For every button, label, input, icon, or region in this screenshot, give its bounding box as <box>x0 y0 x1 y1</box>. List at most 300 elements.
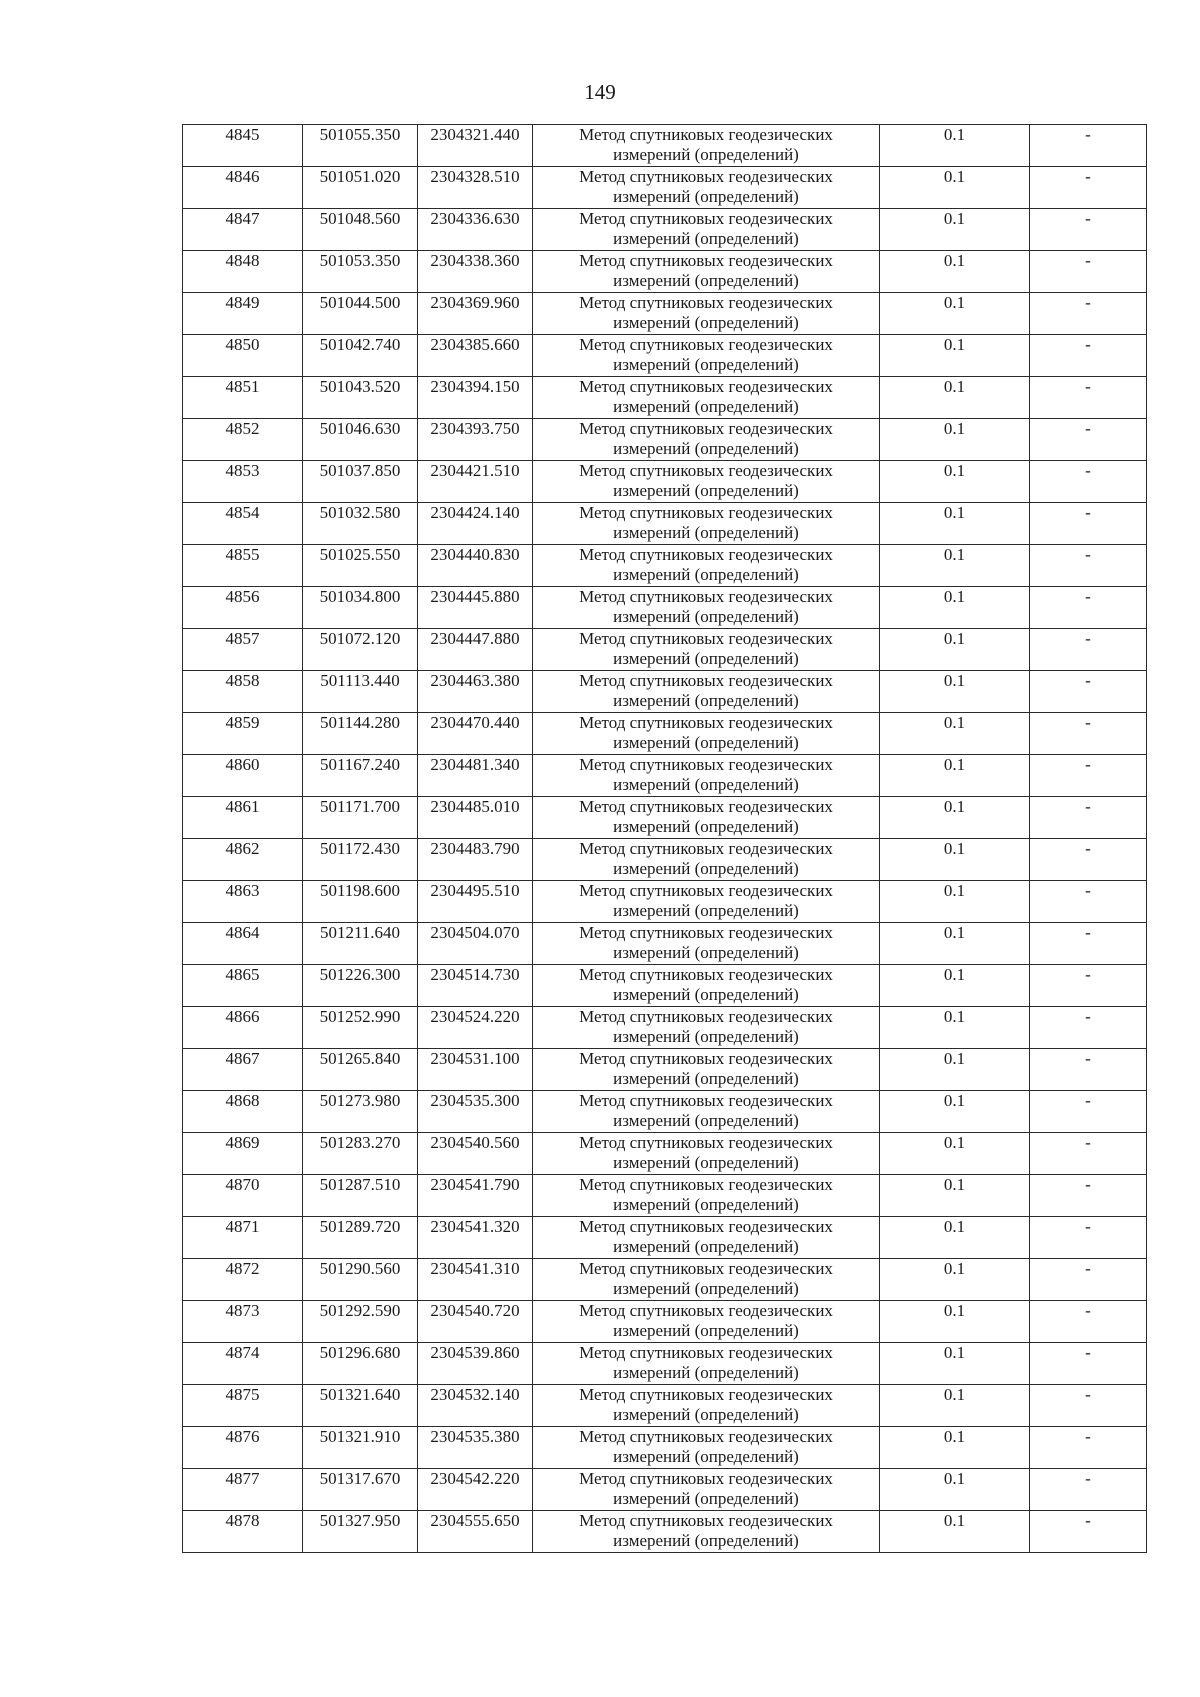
accuracy-cell: 0.1 <box>880 1343 1030 1385</box>
method-line-2: измерений (определений) <box>613 1237 799 1256</box>
y-coordinate-cell: 2304481.340 <box>418 755 533 797</box>
y-coordinate-cell: 2304541.310 <box>418 1259 533 1301</box>
y-coordinate-cell: 2304321.440 <box>418 125 533 167</box>
accuracy-cell: 0.1 <box>880 755 1030 797</box>
method-cell <box>533 335 880 377</box>
accuracy-cell: 0.1 <box>880 923 1030 965</box>
y-coordinate-cell: 2304394.150 <box>418 377 533 419</box>
x-coordinate-cell: 501072.120 <box>303 629 418 671</box>
method-line-1: Метод спутниковых геодезических <box>579 1217 833 1236</box>
method-cell <box>533 1343 880 1385</box>
x-coordinate-cell: 501317.670 <box>303 1469 418 1511</box>
method-line-1: Метод спутниковых геодезических <box>579 713 833 732</box>
accuracy-cell: 0.1 <box>880 1511 1030 1553</box>
description-cell: - <box>1030 587 1147 629</box>
method-line-1: Метод спутниковых геодезических <box>579 1427 833 1446</box>
accuracy-cell: 0.1 <box>880 1259 1030 1301</box>
point-number-cell: 4850 <box>183 335 303 377</box>
x-coordinate-cell: 501198.600 <box>303 881 418 923</box>
method-line-2: измерений (определений) <box>613 775 799 794</box>
method-line-1: Метод спутниковых геодезических <box>579 335 833 354</box>
table-row <box>183 629 1147 671</box>
table-row <box>183 797 1147 839</box>
description-cell: - <box>1030 1133 1147 1175</box>
method-line-1: Метод спутниковых геодезических <box>579 503 833 522</box>
method-line-1: Метод спутниковых геодезических <box>579 881 833 900</box>
method-line-2: измерений (определений) <box>613 187 799 206</box>
y-coordinate-cell: 2304369.960 <box>418 293 533 335</box>
accuracy-cell: 0.1 <box>880 881 1030 923</box>
method-line-1: Метод спутниковых геодезических <box>579 1469 833 1488</box>
method-cell <box>533 293 880 335</box>
table-row <box>183 1385 1147 1427</box>
description-cell: - <box>1030 461 1147 503</box>
point-number-cell: 4866 <box>183 1007 303 1049</box>
description-cell: - <box>1030 839 1147 881</box>
y-coordinate-cell: 2304541.320 <box>418 1217 533 1259</box>
method-cell <box>533 797 880 839</box>
description-cell: - <box>1030 1343 1147 1385</box>
x-coordinate-cell: 501043.520 <box>303 377 418 419</box>
y-coordinate-cell: 2304541.790 <box>418 1175 533 1217</box>
method-line-1: Метод спутниковых геодезических <box>579 671 833 690</box>
accuracy-cell: 0.1 <box>880 713 1030 755</box>
point-number-cell: 4859 <box>183 713 303 755</box>
y-coordinate-cell: 2304447.880 <box>418 629 533 671</box>
method-line-1: Метод спутниковых геодезических <box>579 755 833 774</box>
method-cell <box>533 1385 880 1427</box>
point-number-cell: 4855 <box>183 545 303 587</box>
y-coordinate-cell: 2304540.560 <box>418 1133 533 1175</box>
method-line-1: Метод спутниковых геодезических <box>579 461 833 480</box>
y-coordinate-cell: 2304485.010 <box>418 797 533 839</box>
table-body <box>183 125 1147 1553</box>
point-number-cell: 4864 <box>183 923 303 965</box>
accuracy-cell: 0.1 <box>880 1469 1030 1511</box>
method-line-2: измерений (определений) <box>613 229 799 248</box>
x-coordinate-cell: 501287.510 <box>303 1175 418 1217</box>
y-coordinate-cell: 2304535.300 <box>418 1091 533 1133</box>
description-cell: - <box>1030 755 1147 797</box>
method-line-1: Метод спутниковых геодезических <box>579 377 833 396</box>
method-line-1: Метод спутниковых геодезических <box>579 1301 833 1320</box>
description-cell: - <box>1030 1427 1147 1469</box>
point-number-cell: 4854 <box>183 503 303 545</box>
x-coordinate-cell: 501171.700 <box>303 797 418 839</box>
method-cell <box>533 713 880 755</box>
point-number-cell: 4863 <box>183 881 303 923</box>
method-line-2: измерений (определений) <box>613 1489 799 1508</box>
method-cell <box>533 965 880 1007</box>
point-number-cell: 4851 <box>183 377 303 419</box>
x-coordinate-cell: 501172.430 <box>303 839 418 881</box>
accuracy-cell: 0.1 <box>880 1175 1030 1217</box>
point-number-cell: 4869 <box>183 1133 303 1175</box>
y-coordinate-cell: 2304421.510 <box>418 461 533 503</box>
method-line-1: Метод спутниковых геодезических <box>579 545 833 564</box>
method-line-1: Метод спутниковых геодезических <box>579 629 833 648</box>
accuracy-cell: 0.1 <box>880 419 1030 461</box>
method-cell <box>533 251 880 293</box>
description-cell: - <box>1030 293 1147 335</box>
method-line-1: Метод спутниковых геодезических <box>579 923 833 942</box>
method-line-1: Метод спутниковых геодезических <box>579 293 833 312</box>
x-coordinate-cell: 501167.240 <box>303 755 418 797</box>
x-coordinate-cell: 501042.740 <box>303 335 418 377</box>
method-line-2: измерений (определений) <box>613 817 799 836</box>
x-coordinate-cell: 501226.300 <box>303 965 418 1007</box>
accuracy-cell: 0.1 <box>880 1133 1030 1175</box>
method-cell <box>533 419 880 461</box>
method-line-2: измерений (определений) <box>613 1153 799 1172</box>
y-coordinate-cell: 2304535.380 <box>418 1427 533 1469</box>
table-row <box>183 1133 1147 1175</box>
description-cell: - <box>1030 1259 1147 1301</box>
table-row <box>183 419 1147 461</box>
method-line-1: Метод спутниковых геодезических <box>579 1385 833 1404</box>
method-line-2: измерений (определений) <box>613 355 799 374</box>
method-line-1: Метод спутниковых геодезических <box>579 1259 833 1278</box>
table-row <box>183 755 1147 797</box>
point-number-cell: 4845 <box>183 125 303 167</box>
point-number-cell: 4876 <box>183 1427 303 1469</box>
method-cell <box>533 839 880 881</box>
method-line-1: Метод спутниковых геодезических <box>579 587 833 606</box>
point-number-cell: 4871 <box>183 1217 303 1259</box>
method-line-2: измерений (определений) <box>613 649 799 668</box>
table-row <box>183 881 1147 923</box>
accuracy-cell: 0.1 <box>880 1427 1030 1469</box>
accuracy-cell: 0.1 <box>880 251 1030 293</box>
x-coordinate-cell: 501144.280 <box>303 713 418 755</box>
method-line-2: измерений (определений) <box>613 607 799 626</box>
method-cell <box>533 167 880 209</box>
x-coordinate-cell: 501053.350 <box>303 251 418 293</box>
description-cell: - <box>1030 125 1147 167</box>
point-number-cell: 4846 <box>183 167 303 209</box>
method-line-1: Метод спутниковых геодезических <box>579 125 833 144</box>
method-line-2: измерений (определений) <box>613 1027 799 1046</box>
description-cell: - <box>1030 797 1147 839</box>
point-number-cell: 4860 <box>183 755 303 797</box>
accuracy-cell: 0.1 <box>880 1301 1030 1343</box>
x-coordinate-cell: 501289.720 <box>303 1217 418 1259</box>
method-line-2: измерений (определений) <box>613 481 799 500</box>
point-number-cell: 4870 <box>183 1175 303 1217</box>
method-cell <box>533 755 880 797</box>
accuracy-cell: 0.1 <box>880 293 1030 335</box>
y-coordinate-cell: 2304555.650 <box>418 1511 533 1553</box>
description-cell: - <box>1030 1175 1147 1217</box>
description-cell: - <box>1030 1385 1147 1427</box>
method-cell <box>533 377 880 419</box>
method-cell <box>533 1259 880 1301</box>
table-row <box>183 1301 1147 1343</box>
method-line-1: Метод спутниковых геодезических <box>579 839 833 858</box>
x-coordinate-cell: 501211.640 <box>303 923 418 965</box>
method-line-2: измерений (определений) <box>613 397 799 416</box>
point-number-cell: 4873 <box>183 1301 303 1343</box>
description-cell: - <box>1030 1217 1147 1259</box>
method-line-2: измерений (определений) <box>613 1195 799 1214</box>
x-coordinate-cell: 501296.680 <box>303 1343 418 1385</box>
method-cell <box>533 209 880 251</box>
y-coordinate-cell: 2304385.660 <box>418 335 533 377</box>
method-line-1: Метод спутниковых геодезических <box>579 1091 833 1110</box>
y-coordinate-cell: 2304483.790 <box>418 839 533 881</box>
description-cell: - <box>1030 965 1147 1007</box>
point-number-cell: 4878 <box>183 1511 303 1553</box>
table-row <box>183 335 1147 377</box>
table-row <box>183 377 1147 419</box>
point-number-cell: 4867 <box>183 1049 303 1091</box>
point-number-cell: 4848 <box>183 251 303 293</box>
description-cell: - <box>1030 503 1147 545</box>
method-line-1: Метод спутниковых геодезических <box>579 1343 833 1362</box>
accuracy-cell: 0.1 <box>880 1385 1030 1427</box>
point-number-cell: 4865 <box>183 965 303 1007</box>
accuracy-cell: 0.1 <box>880 461 1030 503</box>
x-coordinate-cell: 501113.440 <box>303 671 418 713</box>
method-cell <box>533 1469 880 1511</box>
x-coordinate-cell: 501252.990 <box>303 1007 418 1049</box>
description-cell: - <box>1030 1469 1147 1511</box>
table-row <box>183 209 1147 251</box>
method-cell <box>533 1049 880 1091</box>
description-cell: - <box>1030 1301 1147 1343</box>
method-line-2: измерений (определений) <box>613 943 799 962</box>
method-line-2: измерений (определений) <box>613 1447 799 1466</box>
method-line-2: измерений (определений) <box>613 145 799 164</box>
y-coordinate-cell: 2304393.750 <box>418 419 533 461</box>
method-line-2: измерений (определений) <box>613 439 799 458</box>
description-cell: - <box>1030 251 1147 293</box>
method-line-2: измерений (определений) <box>613 313 799 332</box>
x-coordinate-cell: 501048.560 <box>303 209 418 251</box>
table-row <box>183 1343 1147 1385</box>
table-row <box>183 545 1147 587</box>
point-number-cell: 4868 <box>183 1091 303 1133</box>
point-number-cell: 4853 <box>183 461 303 503</box>
y-coordinate-cell: 2304470.440 <box>418 713 533 755</box>
y-coordinate-cell: 2304336.630 <box>418 209 533 251</box>
method-line-1: Метод спутниковых геодезических <box>579 965 833 984</box>
x-coordinate-cell: 501044.500 <box>303 293 418 335</box>
method-line-1: Метод спутниковых геодезических <box>579 1049 833 1068</box>
method-cell <box>533 545 880 587</box>
x-coordinate-cell: 501283.270 <box>303 1133 418 1175</box>
y-coordinate-cell: 2304424.140 <box>418 503 533 545</box>
method-cell <box>533 1133 880 1175</box>
description-cell: - <box>1030 629 1147 671</box>
method-line-2: измерений (определений) <box>613 985 799 1004</box>
method-line-2: измерений (определений) <box>613 1363 799 1382</box>
method-line-2: измерений (определений) <box>613 1405 799 1424</box>
x-coordinate-cell: 501292.590 <box>303 1301 418 1343</box>
x-coordinate-cell: 501034.800 <box>303 587 418 629</box>
x-coordinate-cell: 501327.950 <box>303 1511 418 1553</box>
method-cell <box>533 629 880 671</box>
x-coordinate-cell: 501290.560 <box>303 1259 418 1301</box>
table-row <box>183 1175 1147 1217</box>
point-number-cell: 4856 <box>183 587 303 629</box>
method-cell <box>533 923 880 965</box>
table-row <box>183 1259 1147 1301</box>
x-coordinate-cell: 501051.020 <box>303 167 418 209</box>
table-row <box>183 1091 1147 1133</box>
y-coordinate-cell: 2304531.100 <box>418 1049 533 1091</box>
y-coordinate-cell: 2304338.360 <box>418 251 533 293</box>
table-row <box>183 167 1147 209</box>
description-cell: - <box>1030 1049 1147 1091</box>
point-number-cell: 4847 <box>183 209 303 251</box>
point-number-cell: 4877 <box>183 1469 303 1511</box>
point-number-cell: 4875 <box>183 1385 303 1427</box>
table-row <box>183 713 1147 755</box>
accuracy-cell: 0.1 <box>880 335 1030 377</box>
x-coordinate-cell: 501321.910 <box>303 1427 418 1469</box>
y-coordinate-cell: 2304328.510 <box>418 167 533 209</box>
y-coordinate-cell: 2304539.860 <box>418 1343 533 1385</box>
method-line-1: Метод спутниковых геодезических <box>579 1007 833 1026</box>
method-line-2: измерений (определений) <box>613 1531 799 1550</box>
accuracy-cell: 0.1 <box>880 1091 1030 1133</box>
method-line-2: измерений (определений) <box>613 1321 799 1340</box>
method-cell <box>533 503 880 545</box>
description-cell: - <box>1030 671 1147 713</box>
method-line-2: измерений (определений) <box>613 733 799 752</box>
accuracy-cell: 0.1 <box>880 839 1030 881</box>
table-row <box>183 839 1147 881</box>
method-cell <box>533 1175 880 1217</box>
accuracy-cell: 0.1 <box>880 209 1030 251</box>
accuracy-cell: 0.1 <box>880 1217 1030 1259</box>
method-cell <box>533 1007 880 1049</box>
x-coordinate-cell: 501055.350 <box>303 125 418 167</box>
point-number-cell: 4862 <box>183 839 303 881</box>
description-cell: - <box>1030 209 1147 251</box>
method-line-2: измерений (определений) <box>613 1279 799 1298</box>
accuracy-cell: 0.1 <box>880 671 1030 713</box>
method-cell <box>533 1217 880 1259</box>
y-coordinate-cell: 2304540.720 <box>418 1301 533 1343</box>
table-row <box>183 125 1147 167</box>
method-line-2: измерений (определений) <box>613 901 799 920</box>
y-coordinate-cell: 2304514.730 <box>418 965 533 1007</box>
method-line-1: Метод спутниковых геодезических <box>579 1511 833 1530</box>
x-coordinate-cell: 501025.550 <box>303 545 418 587</box>
y-coordinate-cell: 2304445.880 <box>418 587 533 629</box>
y-coordinate-cell: 2304532.140 <box>418 1385 533 1427</box>
description-cell: - <box>1030 377 1147 419</box>
table-row <box>183 1049 1147 1091</box>
x-coordinate-cell: 501046.630 <box>303 419 418 461</box>
method-cell <box>533 1091 880 1133</box>
method-line-2: измерений (определений) <box>613 691 799 710</box>
table-row <box>183 251 1147 293</box>
accuracy-cell: 0.1 <box>880 377 1030 419</box>
method-cell <box>533 881 880 923</box>
table-row <box>183 1469 1147 1511</box>
y-coordinate-cell: 2304524.220 <box>418 1007 533 1049</box>
y-coordinate-cell: 2304504.070 <box>418 923 533 965</box>
method-cell <box>533 1427 880 1469</box>
point-number-cell: 4857 <box>183 629 303 671</box>
accuracy-cell: 0.1 <box>880 125 1030 167</box>
method-cell <box>533 461 880 503</box>
table-row <box>183 461 1147 503</box>
coordinates-table <box>182 124 1147 1553</box>
point-number-cell: 4872 <box>183 1259 303 1301</box>
method-line-2: измерений (определений) <box>613 1069 799 1088</box>
description-cell: - <box>1030 923 1147 965</box>
point-number-cell: 4852 <box>183 419 303 461</box>
x-coordinate-cell: 501032.580 <box>303 503 418 545</box>
method-cell <box>533 587 880 629</box>
page-number: 149 <box>584 80 616 104</box>
description-cell: - <box>1030 335 1147 377</box>
method-cell <box>533 125 880 167</box>
method-line-1: Метод спутниковых геодезических <box>579 167 833 186</box>
accuracy-cell: 0.1 <box>880 797 1030 839</box>
method-cell <box>533 1301 880 1343</box>
method-line-1: Метод спутниковых геодезических <box>579 251 833 270</box>
accuracy-cell: 0.1 <box>880 167 1030 209</box>
table-row <box>183 1511 1147 1553</box>
accuracy-cell: 0.1 <box>880 1049 1030 1091</box>
method-cell <box>533 1511 880 1553</box>
description-cell: - <box>1030 1091 1147 1133</box>
table-row <box>183 503 1147 545</box>
method-line-1: Метод спутниковых геодезических <box>579 209 833 228</box>
table-row <box>183 293 1147 335</box>
table-row <box>183 1427 1147 1469</box>
x-coordinate-cell: 501037.850 <box>303 461 418 503</box>
accuracy-cell: 0.1 <box>880 629 1030 671</box>
description-cell: - <box>1030 545 1147 587</box>
point-number-cell: 4849 <box>183 293 303 335</box>
method-line-2: измерений (определений) <box>613 1111 799 1130</box>
accuracy-cell: 0.1 <box>880 965 1030 1007</box>
description-cell: - <box>1030 1007 1147 1049</box>
description-cell: - <box>1030 167 1147 209</box>
method-line-1: Метод спутниковых геодезических <box>579 1175 833 1194</box>
description-cell: - <box>1030 713 1147 755</box>
table-row <box>183 965 1147 1007</box>
description-cell: - <box>1030 419 1147 461</box>
y-coordinate-cell: 2304463.380 <box>418 671 533 713</box>
accuracy-cell: 0.1 <box>880 1007 1030 1049</box>
method-line-2: измерений (определений) <box>613 859 799 878</box>
accuracy-cell: 0.1 <box>880 545 1030 587</box>
table-row <box>183 1007 1147 1049</box>
x-coordinate-cell: 501265.840 <box>303 1049 418 1091</box>
y-coordinate-cell: 2304495.510 <box>418 881 533 923</box>
x-coordinate-cell: 501321.640 <box>303 1385 418 1427</box>
point-number-cell: 4858 <box>183 671 303 713</box>
point-number-cell: 4874 <box>183 1343 303 1385</box>
description-cell: - <box>1030 881 1147 923</box>
table-row <box>183 923 1147 965</box>
method-line-2: измерений (определений) <box>613 565 799 584</box>
table-row <box>183 671 1147 713</box>
method-line-2: измерений (определений) <box>613 523 799 542</box>
method-line-1: Метод спутниковых геодезических <box>579 1133 833 1152</box>
accuracy-cell: 0.1 <box>880 503 1030 545</box>
table-row <box>183 1217 1147 1259</box>
description-cell: - <box>1030 1511 1147 1553</box>
method-line-2: измерений (определений) <box>613 271 799 290</box>
